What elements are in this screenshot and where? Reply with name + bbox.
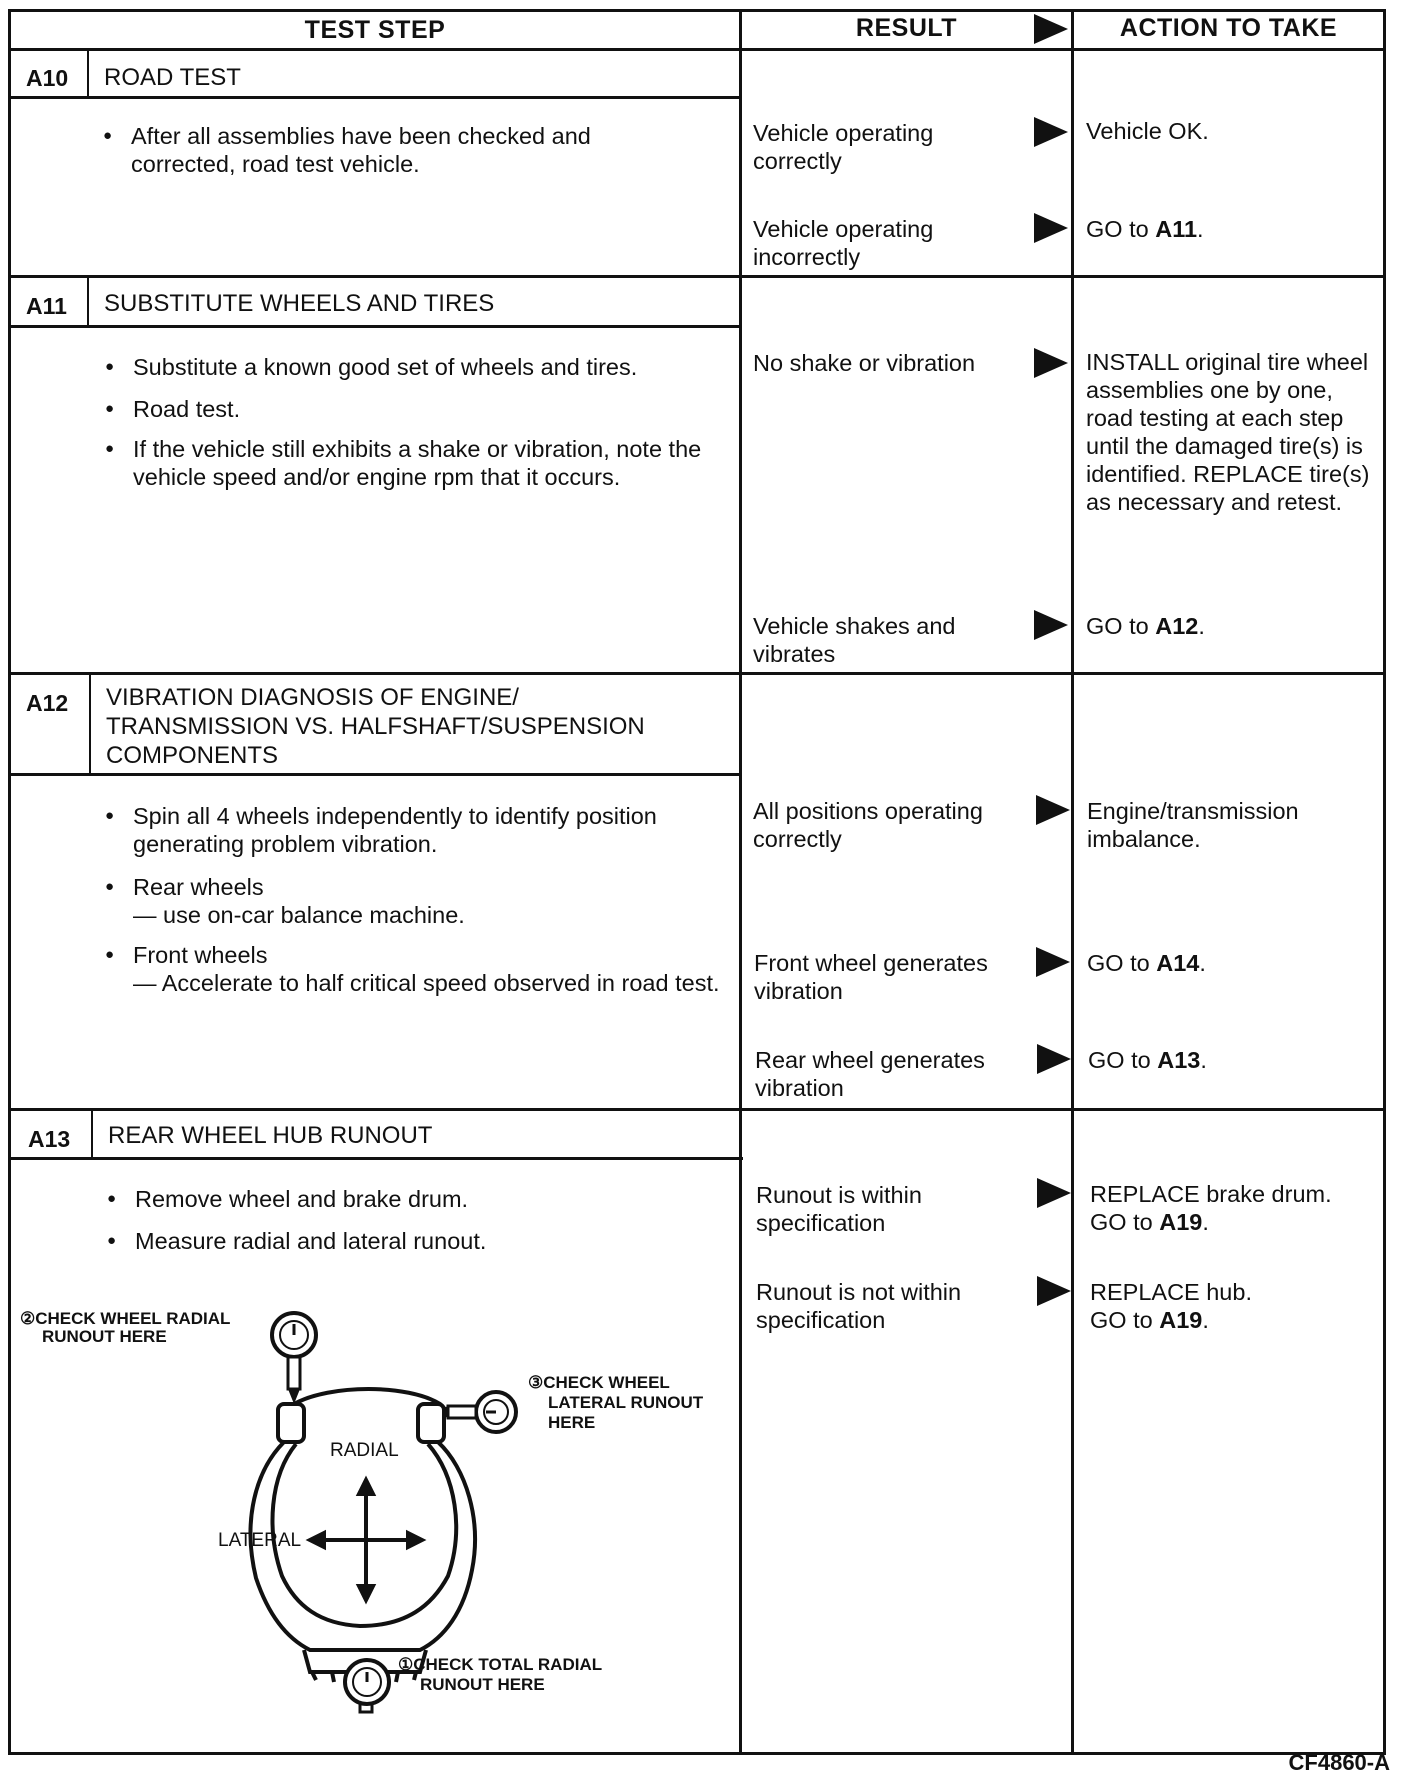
a11-arrow-2-icon xyxy=(1034,610,1068,640)
header-result: RESULT xyxy=(855,14,958,42)
a12-arrow-3-icon xyxy=(1037,1044,1071,1074)
section-rule-a13 xyxy=(8,1108,1386,1111)
a13-bullet-1: ● Remove wheel and brake drum. xyxy=(105,1185,705,1213)
a12-action-2-prefix: GO to xyxy=(1087,950,1157,976)
a12-action-3: GO to A13. xyxy=(1088,1047,1207,1073)
a10-title-box-bottom xyxy=(8,96,741,99)
a13-action-1: REPLACE brake drum. GO to A19. xyxy=(1090,1180,1380,1236)
a10-action-2-prefix: GO to xyxy=(1086,216,1156,242)
a12-result-1: All positions operating correctly xyxy=(753,798,983,852)
total-radial-dial-icon xyxy=(340,1710,392,1754)
a11-code-divider xyxy=(87,278,89,326)
a13-code-divider xyxy=(91,1111,93,1159)
total-radial-label xyxy=(398,1650,698,1700)
label-lateral: LATERAL xyxy=(218,1530,302,1551)
radial-dial-indicator-icon xyxy=(272,1313,316,1404)
total-radial-dial-face-icon xyxy=(341,1656,393,1708)
label-radial: RADIAL xyxy=(330,1440,399,1461)
label-check-total-line2: RUNOUT HERE xyxy=(420,1675,545,1694)
step-title-a11: SUBSTITUTE WHEELS AND TIRES xyxy=(104,290,495,317)
a11-action-1: INSTALL original tire wheel assemblies one by one, road testing at each step until the damaged tire(s) is identified. REPLACE tire(s) as necessary and retest. xyxy=(1086,349,1370,515)
lateral-dial-indicator-icon xyxy=(434,1392,516,1432)
a11-result-1: No shake or vibration xyxy=(753,350,976,376)
a12-result-3: Rear wheel generates vibration xyxy=(755,1047,985,1101)
a12-bullet-2-label: Rear wheels xyxy=(133,874,264,900)
a12-sub-bullet-1: — use on-car balance machine. xyxy=(133,902,465,928)
label-check-lateral-line1: ③CHECK WHEEL xyxy=(528,1373,670,1392)
section-rule-a12 xyxy=(8,672,1386,675)
section-rule-a11 xyxy=(8,275,1386,278)
a13-action-2-prefix: GO to xyxy=(1090,1307,1160,1333)
step-title-a13: REAR WHEEL HUB RUNOUT xyxy=(108,1122,433,1149)
a11-action-2: GO to A12. xyxy=(1086,613,1205,639)
a10-result-1: Vehicle operating correctly xyxy=(753,120,934,174)
a13-action-1-prefix: GO to xyxy=(1090,1209,1160,1235)
step-code-a11: A11 xyxy=(26,293,67,319)
a13-bullet-2: ● Measure radial and lateral runout. xyxy=(105,1227,705,1255)
a12-action-3-ref: A13 xyxy=(1157,1047,1201,1073)
a10-action-2-ref: A11 xyxy=(1155,216,1198,242)
a10-result-2: Vehicle operating incorrectly xyxy=(753,216,934,270)
a12-bullet-1: ● Spin all 4 wheels independently to identify position generating problem vibration. xyxy=(103,802,723,858)
a11-bullet-1: ● Substitute a known good set of wheels and tires. xyxy=(103,353,703,381)
header-test-step: TEST STEP xyxy=(304,16,446,44)
runout-direction-arrows-icon xyxy=(310,1480,422,1600)
label-check-total-line1: ①CHECK TOTAL RADIAL xyxy=(398,1655,603,1674)
frame-bottom xyxy=(8,1752,1386,1755)
frame-top xyxy=(8,9,1386,12)
a12-result-2: Front wheel generates vibration xyxy=(754,950,988,1004)
a11-result-2: Vehicle shakes and vibrates xyxy=(753,613,956,667)
frame-right xyxy=(1383,9,1386,1754)
label-check-radial-line2: RUNOUT HERE xyxy=(42,1327,167,1346)
a12-action-3-prefix: GO to xyxy=(1088,1047,1158,1073)
a13-title-box-bottom xyxy=(8,1157,743,1160)
a12-action-2-ref: A14 xyxy=(1156,950,1200,976)
header-bottom-rule xyxy=(8,48,1386,51)
a10-action-2: GO to A11. xyxy=(1086,216,1204,242)
step-code-a12: A12 xyxy=(26,690,69,716)
label-check-lateral-line2: LATERAL RUNOUT xyxy=(548,1393,704,1412)
step-code-a13: A13 xyxy=(28,1126,71,1152)
a12-bullet-3 xyxy=(103,941,723,997)
a13-result-1: Runout is within specification xyxy=(756,1182,922,1236)
a10-arrow-1-icon xyxy=(1034,117,1068,147)
a10-code-divider xyxy=(87,51,89,97)
a10-action-1: Vehicle OK. xyxy=(1086,118,1209,144)
figure-code: CF4860-A xyxy=(1288,1750,1390,1775)
a12-bullet-2 xyxy=(103,873,723,929)
a12-bullet-3-label: Front wheels xyxy=(133,942,268,968)
a11-action-2-prefix: GO to xyxy=(1086,613,1156,639)
step-title-a10: ROAD TEST xyxy=(104,64,241,91)
a13-arrow-2-icon xyxy=(1037,1276,1071,1306)
a12-arrow-2-icon xyxy=(1036,947,1070,977)
column-divider-action xyxy=(1071,9,1074,1754)
a12-code-divider xyxy=(89,675,91,775)
a12-action-1: Engine/transmission imbalance. xyxy=(1087,798,1299,852)
a11-bullet-3: ● If the vehicle still exhibits a shake or vibration, note the vehicle speed and/or engine rpm that it occurs. xyxy=(103,435,723,491)
label-check-lateral-line3: HERE xyxy=(548,1413,596,1432)
label-check-radial-line1: ②CHECK WHEEL RADIAL xyxy=(20,1309,231,1328)
a11-title-box-bottom xyxy=(8,325,741,328)
a10-bullet-1: ● After all assemblies have been checked and corrected, road test vehicle. xyxy=(101,122,661,178)
step-title-a12: VIBRATION DIAGNOSIS OF ENGINE/ TRANSMISSION VS. HALFSHAFT/SUSPENSION COMPONENTS xyxy=(106,684,645,769)
header-action: ACTION TO TAKE xyxy=(1119,14,1338,42)
a13-action-1-text: REPLACE brake drum. xyxy=(1090,1181,1332,1207)
a12-sub-bullet-2: — Accelerate to half critical speed observed in road test. xyxy=(133,970,720,996)
a11-arrow-1-icon xyxy=(1034,348,1068,378)
a13-action-1-ref: A19 xyxy=(1159,1209,1203,1235)
a12-action-2: GO to A14. xyxy=(1087,950,1206,976)
step-code-a10: A10 xyxy=(26,65,69,91)
a13-arrow-1-icon xyxy=(1037,1178,1071,1208)
a12-title-box-bottom xyxy=(8,773,741,776)
a11-action-2-ref: A12 xyxy=(1155,613,1199,639)
a13-result-2: Runout is not within specification xyxy=(756,1279,962,1333)
a11-bullet-2: ● Road test. xyxy=(103,395,703,423)
a13-action-2-text: REPLACE hub. xyxy=(1090,1279,1252,1305)
a12-arrow-1-icon xyxy=(1036,795,1070,825)
a13-action-2: REPLACE hub. GO to A19. xyxy=(1090,1278,1380,1334)
frame-left xyxy=(8,9,11,1754)
a13-action-2-ref: A19 xyxy=(1159,1307,1203,1333)
a10-arrow-2-icon xyxy=(1034,213,1068,243)
header-arrow-icon xyxy=(1034,14,1068,44)
